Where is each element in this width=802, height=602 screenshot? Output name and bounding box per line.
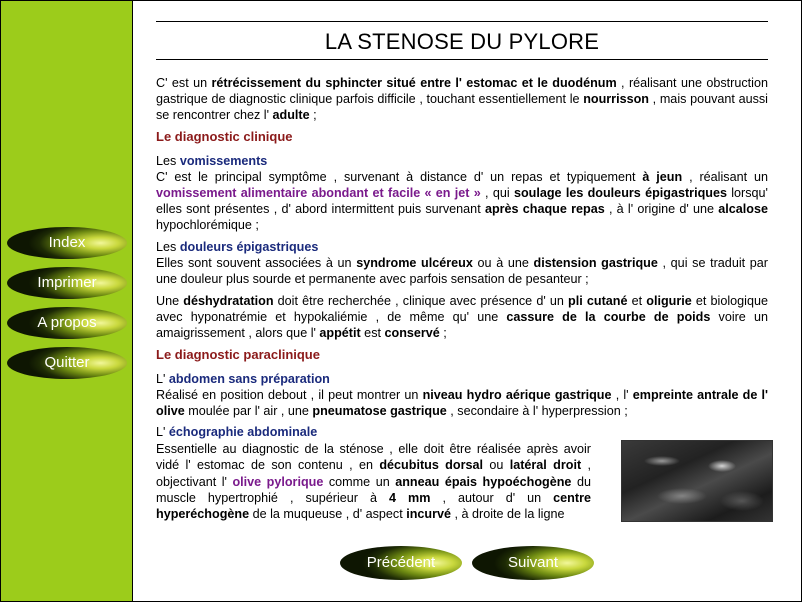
echo-heading: L' échographie abdominale (156, 425, 318, 439)
section-heading-clinique: Le diagnostic clinique (156, 129, 293, 144)
section-heading-paraclinique: Le diagnostic paraclinique (156, 347, 320, 362)
about-button[interactable]: A propos (7, 307, 127, 339)
print-button[interactable]: Imprimer (7, 267, 127, 299)
title-area (156, 21, 768, 60)
subheading-abdomen: abdomen sans préparation (168, 372, 330, 386)
paragraph-abdomen: L' abdomen sans préparation Réalisé en position debout , il peut montrer un niveau hydro aérique gastrique , l' empreinte antrale de l' olive moulée par l' air , une pneumatose gastrique , secondaire à l' hyperpression ; (156, 372, 769, 418)
paragraph-deshydratation: Une déshydratation doit être recherchée , clinique avec présence d' un pli cutané et oligurie et biologique avec hyponatrémie et hypokaliémie , de même qu' une cassure de la courbe de poids voire un amaigrissement , alors que l' appétit est conservé ; (156, 294, 768, 340)
next-button[interactable]: Suivant (472, 546, 594, 580)
subheading-douleurs: douleurs épigastriques (179, 240, 319, 254)
title-top-rule (156, 21, 768, 22)
paragraph-echographie: Essentielle au diagnostic de la sténose , elle doit être réalisée après avoir vidé l' estomac de son contenu , en décubitus dorsal ou latéral droit , objectivant l' olive pylorique comme un anneau épais hypoéchogène du muscle hypertrophié , supérieur à 4 mm , autour d' un centre hyperéchogène de la muqueuse , d' aspect incurvé , à droite de la ligne (156, 442, 591, 522)
subheading-vomissements: vomissements (179, 154, 268, 168)
paragraph-vomissements: Les vomissements C' est le principal symptôme , survenant à distance d' un repas et typiquement à jeun , réalisant un vomissement alimentaire abondant et facile « en jet » , qui soulage les douleurs épigastriques lorsqu' elles sont présentes , d' abord intermittent puis survenant après chaque repas , à l' origine d' une alcalose hypochlorémique ; (156, 154, 768, 232)
sidebar (1, 1, 133, 601)
title-bottom-rule (156, 59, 768, 60)
main-content (156, 75, 768, 425)
paragraph-douleurs: Les douleurs épigastriques Elles sont souvent associées à un syndrome ulcéreux ou à une distension gastrique , qui se traduit par une douleur plus sourde et permanente avec parfois sensation de pesanteur ; (156, 240, 768, 286)
quit-button[interactable]: Quitter (7, 347, 127, 379)
page-title: LA STENOSE DU PYLORE (324, 29, 600, 54)
index-button[interactable]: Index (7, 227, 127, 259)
ultrasound-image (621, 440, 773, 522)
subheading-echographie: échographie abdominale (168, 425, 318, 439)
intro-paragraph: C' est un rétrécissement du sphincter situé entre l' estomac et le duodénum , réalisant une obstruction gastrique de diagnostic clinique parfois difficile , touchant essentiellement le nourrisson , mais pouvant aussi se rencontrer chez l' adulte ; (156, 76, 768, 122)
previous-button[interactable]: Précédent (340, 546, 462, 580)
